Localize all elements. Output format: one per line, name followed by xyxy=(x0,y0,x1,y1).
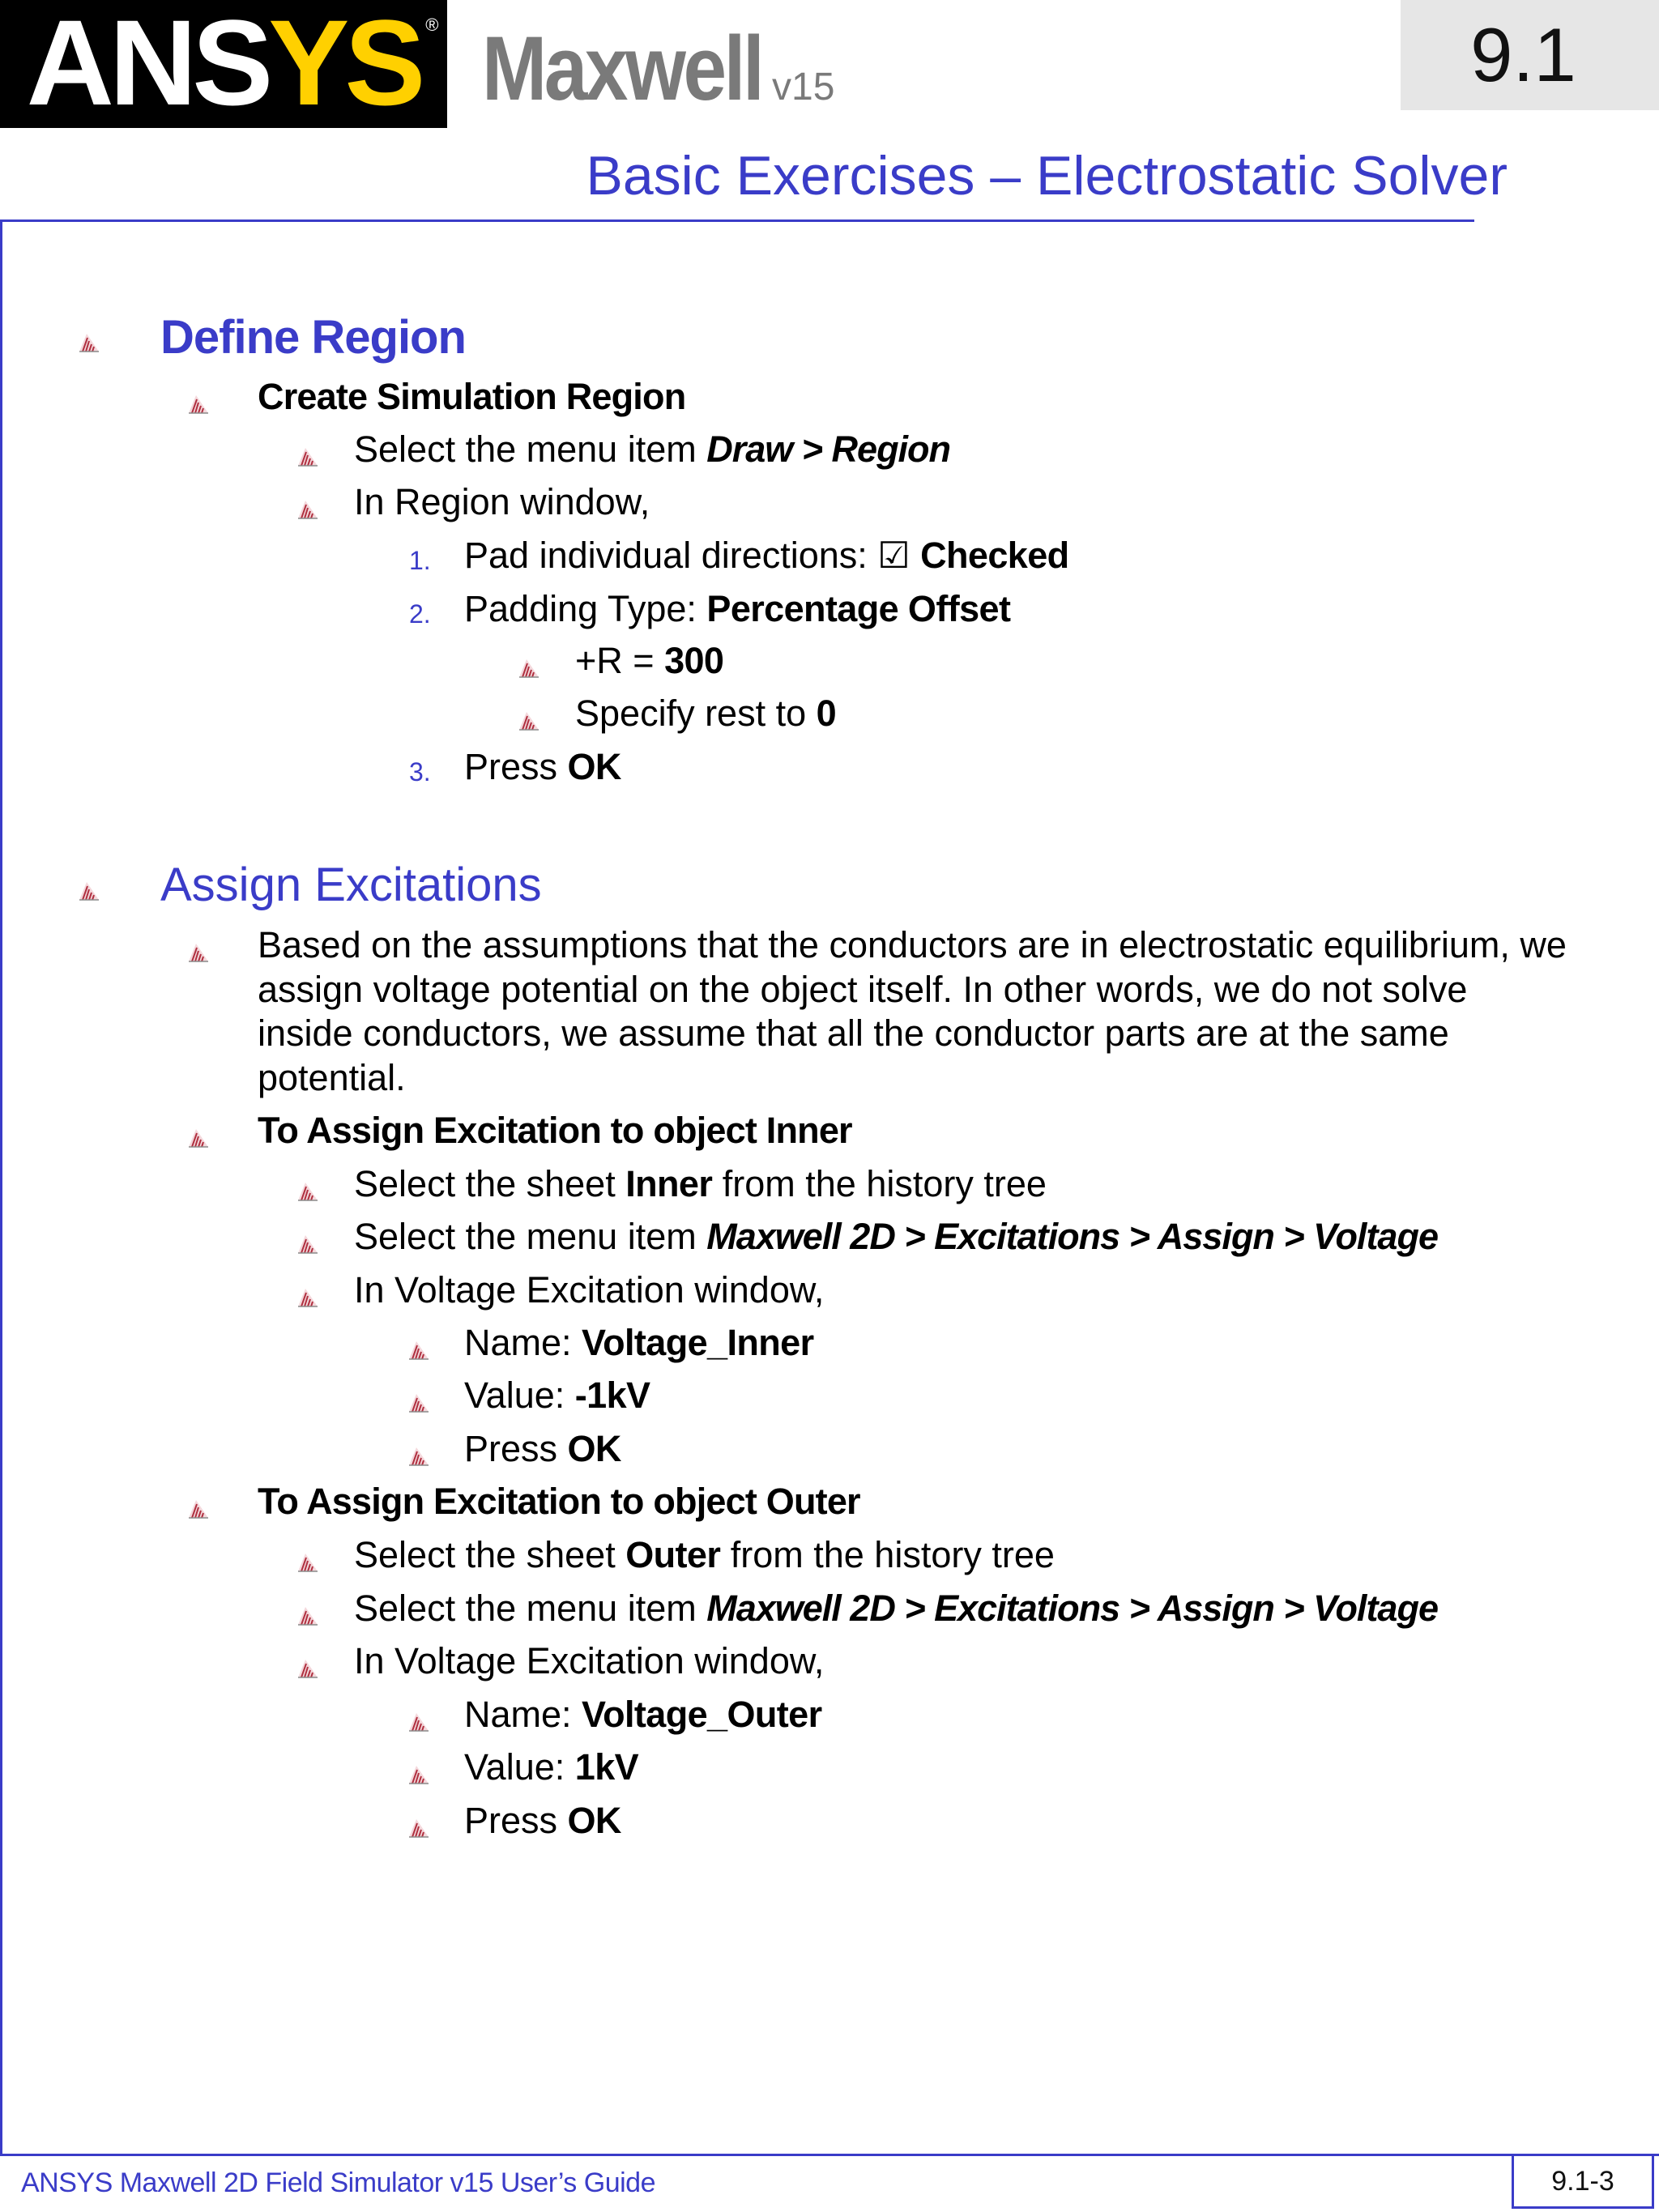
setting-label: +R = xyxy=(575,640,665,681)
setting-label: Press xyxy=(464,1428,568,1469)
setting-value: OK xyxy=(567,1800,621,1841)
logo-text-yellow: YS xyxy=(268,0,421,130)
step-menu-voltage-outer xyxy=(354,1588,1438,1630)
bullet-icon xyxy=(408,1763,429,1784)
bullet-icon xyxy=(297,1180,318,1201)
bullet-icon xyxy=(518,657,539,678)
setting-label: Press xyxy=(464,1800,568,1841)
ansys-logo xyxy=(0,0,447,128)
product-name: Maxwell xyxy=(482,18,762,119)
list-number: 2. xyxy=(409,599,431,629)
logo-text-white: ANS xyxy=(26,0,269,130)
page-title: Basic Exercises – Electrostatic Solver xyxy=(586,145,1508,207)
product-title xyxy=(482,16,835,121)
list-number: 1. xyxy=(409,546,431,575)
chapter-number-box xyxy=(1401,0,1659,110)
setting-value: 0 xyxy=(816,693,837,734)
list-number: 3. xyxy=(409,757,431,786)
footer-page-box xyxy=(1512,2154,1654,2209)
setting-value: 1kV xyxy=(574,1746,639,1788)
bullet-icon xyxy=(297,498,318,519)
step-voltage-window-outer: In Voltage Excitation window, xyxy=(354,1640,825,1681)
bullet-icon xyxy=(297,1233,318,1254)
logo-registered: ® xyxy=(425,15,439,35)
header-divider xyxy=(0,219,1474,222)
bullet-icon xyxy=(79,880,100,901)
setting-value: OK xyxy=(567,1428,621,1469)
paragraph-line: potential. xyxy=(258,1056,406,1098)
product-version: v15 xyxy=(772,66,835,109)
bullet-icon xyxy=(188,1498,209,1519)
option-label: Pad individual directions: ☑ xyxy=(464,535,921,576)
subheading-excitation-inner: To Assign Excitation to object Inner xyxy=(258,1110,852,1151)
bullet-icon xyxy=(79,331,100,352)
option-label: Press xyxy=(464,746,568,787)
bullet-icon xyxy=(408,1817,429,1838)
setting-label: Specify rest to xyxy=(575,693,817,734)
setting-value: -1kV xyxy=(574,1375,650,1416)
object-name: Outer xyxy=(625,1534,721,1575)
footer-guide-title: ANSYS Maxwell 2D Field Simulator v15 User’s Guide xyxy=(21,2167,655,2198)
chapter-number: 9.1 xyxy=(1470,12,1576,97)
step-text: Select the sheet xyxy=(354,1534,626,1575)
bullet-icon xyxy=(297,1657,318,1678)
bullet-icon xyxy=(408,1445,429,1466)
section-heading-define-region: Define Region xyxy=(160,311,466,364)
option-value: OK xyxy=(567,746,621,787)
section-heading-assign-excitations: Assign Excitations xyxy=(160,859,542,911)
step-select-sheet-inner xyxy=(354,1163,1047,1205)
bullet-icon xyxy=(297,1551,318,1572)
step-text: Select the sheet xyxy=(354,1163,626,1204)
assumptions-paragraph xyxy=(258,923,1659,1100)
setting-value-outer xyxy=(464,1746,638,1788)
step-text: Select the menu item xyxy=(354,1216,707,1257)
footer-divider xyxy=(0,2154,1659,2156)
bullet-icon xyxy=(518,710,539,731)
setting-label: Value: xyxy=(464,1375,575,1416)
bullet-icon xyxy=(188,1127,209,1148)
setting-name-outer xyxy=(464,1694,821,1736)
option-pad-directions xyxy=(464,535,1069,577)
setting-name-inner xyxy=(464,1322,813,1364)
option-value: Checked xyxy=(920,535,1069,576)
step-text: Select the menu item xyxy=(354,1588,707,1629)
bullet-icon xyxy=(188,393,209,414)
step-select-sheet-outer xyxy=(354,1534,1055,1576)
setting-press-ok-inner xyxy=(464,1428,621,1470)
setting-label: Name: xyxy=(464,1322,582,1363)
option-press-ok xyxy=(464,746,621,788)
setting-value: Voltage_Outer xyxy=(582,1694,822,1735)
bullet-icon xyxy=(297,445,318,467)
bullet-icon xyxy=(408,1392,429,1413)
option-padding-type xyxy=(464,588,1010,630)
step-menu-voltage-inner xyxy=(354,1216,1438,1258)
option-value: Percentage Offset xyxy=(706,588,1011,629)
setting-value: 300 xyxy=(664,640,724,681)
bullet-icon xyxy=(297,1286,318,1307)
step-voltage-window-inner: In Voltage Excitation window, xyxy=(354,1269,825,1311)
setting-press-ok-outer xyxy=(464,1800,621,1842)
bullet-icon xyxy=(408,1711,429,1732)
setting-r-padding xyxy=(575,640,723,682)
paragraph-line: assign voltage potential on the object itself. In other words, we do not solve xyxy=(258,968,1468,1010)
step-text: from the history tree xyxy=(720,1534,1055,1575)
setting-value-inner xyxy=(464,1375,650,1417)
paragraph-line: Based on the assumptions that the conductors are in electrostatic equilibrium, we xyxy=(258,924,1567,965)
option-label: Padding Type: xyxy=(464,588,707,629)
subheading-excitation-outer: To Assign Excitation to object Outer xyxy=(258,1481,860,1522)
setting-label: Name: xyxy=(464,1694,582,1735)
step-text: Select the menu item xyxy=(354,428,707,470)
menu-path: Maxwell 2D > Excitations > Assign > Voltage xyxy=(706,1216,1438,1257)
step-region-window: In Region window, xyxy=(354,481,650,522)
subheading-create-region: Create Simulation Region xyxy=(258,376,686,417)
setting-label: Value: xyxy=(464,1746,575,1788)
menu-path: Draw > Region xyxy=(706,428,951,470)
setting-rest-padding xyxy=(575,693,836,735)
setting-value: Voltage_Inner xyxy=(582,1322,814,1363)
step-text: from the history tree xyxy=(712,1163,1047,1204)
bullet-icon xyxy=(297,1605,318,1626)
bullet-icon xyxy=(408,1339,429,1360)
menu-path: Maxwell 2D > Excitations > Assign > Voltage xyxy=(706,1588,1438,1629)
object-name: Inner xyxy=(625,1163,713,1204)
page-number: 9.1-3 xyxy=(1551,2165,1614,2197)
logo-wordmark xyxy=(26,0,439,130)
step-select-draw-region xyxy=(354,428,950,471)
left-border xyxy=(0,219,2,2155)
bullet-icon xyxy=(188,941,209,962)
paragraph-line: inside conductors, we assume that all the conductor parts are at the same xyxy=(258,1012,1449,1054)
